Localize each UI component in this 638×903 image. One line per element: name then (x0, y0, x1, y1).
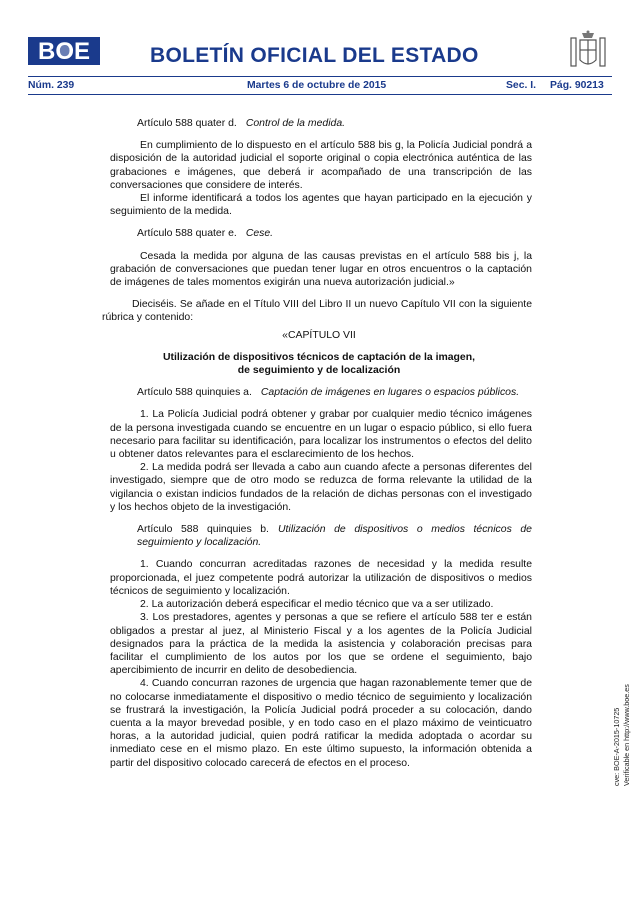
paragraph: 4. Cuando concurran razones de urgencia que hagan razonablemente temer que de no colocarse inmediatamente el dispositivo o medio técnico de seguimiento y localización se frustrará la investigación, la Policía Judicial podrá proceder a su colocación, dando cuenta a la mayor brevedad posible, y en todo caso en el plazo máximo de veinticuatro horas, a la autoridad judicial, quien podrá ratificar la medida adoptada o acordar su inmediato cese en el mismo plazo. En este último supuesto, la información obtenida a partir del dispositivo colocado carecerá de efectos en el proceso. (110, 678, 532, 769)
article-title: Cese. (245, 228, 274, 240)
page-title: BOLETÍN OFICIAL DEL ESTADO (150, 44, 479, 67)
paragraph: 2. La medida podrá ser llevada a cabo aun cuando afecte a personas diferentes del investigado, siempre que de otro modo se reduzca de forma relevante la utilidad de la vigilancia o existan indicios fundados de la relación de dichas personas con el investigado y los hechos objeto de la investigación. (110, 462, 532, 513)
logo-text: BOE (37, 38, 91, 65)
article-title: Captación de imágenes en lugares o espacios públicos. (260, 387, 520, 399)
chapter-rubric-line-1: Utilización de dispositivos técnicos de captación de la imagen, (162, 351, 476, 363)
issue-date: Martes 6 de octubre de 2015 (247, 80, 387, 91)
coat-of-arms-icon (568, 30, 608, 74)
paragraph: 3. Los prestadores, agentes y personas a que se refiere el artículo 588 ter e están obligados a prestar al juez, al Ministerio Fiscal y a los agentes de la Policía Judicial designados para la práctica de la medida la asistencia y colaboración precisas para facilitar el cumplimiento de los autos por los que se ordene el seguimiento, bajo apercibimiento de incurrir en delito de desobediencia. (110, 612, 532, 677)
amendment-paragraph: Dieciséis. Se añade en el Título VIII del Libro II un nuevo Capítulo VII con la siguiente rúbrica y contenido: (102, 299, 532, 324)
article-number: Artículo 588 quater d. (137, 118, 237, 129)
article-title: Control de la medida. (245, 118, 346, 129)
paragraph: 2. La autorización deberá especificar el medio técnico que va a ser utilizado. (140, 599, 494, 611)
article-number: Artículo 588 quater e. (137, 228, 237, 240)
verification-link[interactable]: Verificable en http://www.boe.es (622, 684, 631, 786)
chapter-rubric-line-2: de seguimiento y de localización (237, 365, 401, 377)
article-heading (106, 117, 532, 130)
article-number: Artículo 588 quinquies a. (137, 387, 252, 399)
article-title: Utilización de dispositivos o medios técnicos de seguimiento y localización. (137, 524, 532, 549)
article-number: Artículo 588 quinquies b. (137, 524, 269, 536)
paragraph: Cesada la medida por alguna de las causas previstas en el artículo 588 bis j, la grabación de conversaciones que puedan tener lugar en otros encuentros o la captación de imágenes de tales momentos exigirán una nueva autorización judicial.» (110, 250, 532, 289)
issue-number: Núm. 239 (28, 80, 75, 91)
document-body (102, 117, 532, 770)
header-divider-top (28, 76, 612, 77)
section-label: Sec. I. (506, 80, 537, 91)
cve-code: cve: BOE-A-2015-10725 (612, 707, 621, 786)
paragraph: 1. La Policía Judicial podrá obtener y grabar por cualquier medio técnico imágenes de la persona investigada cuando se encuentre en un lugar o espacio público, si ello fuera necesario para facilitar su identificación, para localizar los instrumentos o efectos del delito u obtener datos relevantes para el esclarecimiento de los hechos. (110, 409, 532, 461)
chapter-heading: «CAPÍTULO VII (282, 329, 356, 341)
boe-logo (28, 37, 100, 65)
article-heading (106, 227, 532, 240)
header-divider-bottom (28, 94, 612, 95)
paragraph: En cumplimiento de lo dispuesto en el artículo 588 bis g, la Policía Judicial pondrá a disposición de la autoridad judicial el soporte original o copia electrónica auténtica de las grabaciones e imágenes, que deberá ir acompañado de una transcripción de las conversaciones que considere de interés. (110, 140, 532, 191)
paragraph: El informe identificará a todos los agentes que hayan participado en la ejecución y seguimiento de la medida. (110, 193, 532, 218)
page-number: Pág. 90213 (550, 80, 604, 91)
article-heading (106, 386, 532, 399)
paragraph: 1. Cuando concurran acreditadas razones de necesidad y la medida resulte proporcionada, el juez competente podrá autorizar la utilización de dispositivos o medios técnicos de seguimiento y localización. (110, 559, 532, 597)
article-heading (106, 523, 532, 549)
